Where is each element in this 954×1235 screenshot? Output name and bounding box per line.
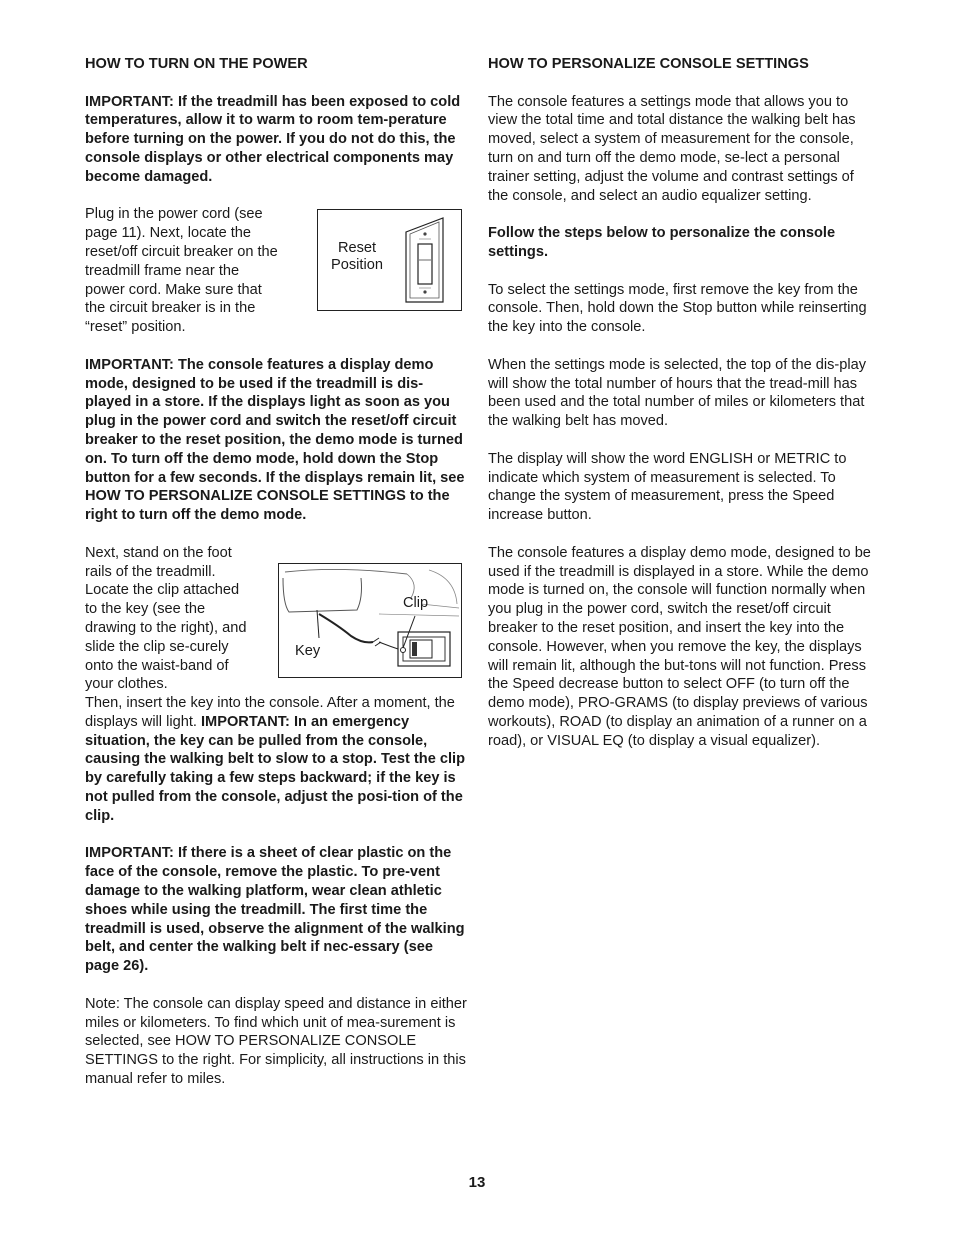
important-plastic-paragraph: IMPORTANT: If there is a sheet of clear plastic on the face of the console, remove the plastic. To pre-vent damage to the walking platform, wear clean athletic shoes while using the treadmill. The first time the treadmill is used, observe the alignment of the walking belt, and center the walking belt if nec-essary (see page 26).: [85, 845, 465, 975]
reset-label-line2: Position: [331, 257, 383, 273]
plug-in-paragraph: Plug in the power cord (see page 11). Next, locate the reset/off circuit breaker on the treadmill frame near the power cord. Make sure that the circuit breaker is in the “reset” position.: [85, 206, 278, 336]
section-heading-power: HOW TO TURN ON THE POWER: [85, 56, 308, 72]
insert-key-paragraph: [85, 694, 467, 826]
mode-selected-paragraph: When the settings mode is selected, the top of the dis-play will show the total number of hours that the tread-mill has been used and the total number of miles or kilometers that the walking belt has moved.: [488, 356, 867, 430]
note-units-paragraph: Note: The console can display speed and distance in either miles or kilometers. To find which unit of mea-surement is selected, see HOW TO PERSONALIZE CONSOLE SETTINGS to the right. For simplicity, all instructions in this manual refer to miles.: [85, 995, 467, 1088]
important-demo-paragraph: IMPORTANT: The console features a display demo mode, designed to be used if the treadmill is dis-played in a store. If the displays light as soon as you plug in the power cord and switch the reset/off circuit breaker to the reset position, the demo mode is turned on. To turn off the demo mode, hold down the Stop button for a few seconds. If the displays remain lit, see HOW TO PERSONALIZE CONSOLE SETTINGS to the right to turn off the demo mode.: [85, 356, 465, 524]
circuit-breaker-drawing: [318, 210, 461, 310]
select-mode-paragraph: To select the settings mode, first remove the key from the console. Then, hold down the Stop button while reinserting the key into the console.: [488, 281, 867, 336]
insert-key-text: Then, insert the key into the console. After a moment, the displays will light.: [85, 695, 455, 730]
console-key-drawing: [279, 564, 461, 677]
right-column: [488, 55, 873, 750]
important-cold-paragraph: IMPORTANT: If the treadmill has been exposed to cold temperatures, allow it to warm to room tem-perature before turning on the power. If you do not do this, the console displays or other electrical components may become damaged.: [85, 93, 461, 185]
key-label: Key: [295, 643, 321, 659]
page-number: 13: [468, 1174, 486, 1191]
stand-on-rails-paragraph: Next, stand on the foot rails of the treadmill. Locate the clip attached to the key (see the drawing to the right), and slide the clip se-curely onto the waist-band of your clothes.: [85, 544, 247, 693]
clip-label: Clip: [403, 595, 429, 611]
section-heading-settings: HOW TO PERSONALIZE CONSOLE SETTINGS: [488, 56, 809, 72]
clip-key-figure: [278, 563, 462, 678]
important-emergency-text: IMPORTANT: In an emergency situation, the key can be pulled from the console, causing the walking belt to slow to a stop. Test the clip by carefully taking a few steps backward; if the key is not pulled from the console, adjust the posi-tion of the clip.: [85, 713, 466, 824]
follow-steps-paragraph: Follow the steps below to personalize the console settings.: [488, 225, 836, 260]
reset-position-figure: [317, 209, 462, 311]
reset-label-line1: Reset: [337, 240, 377, 256]
demo-mode-paragraph: The console features a display demo mode, designed to be used if the treadmill is displayed in a store. While the demo mode is turned on, the console will function normally when you plug in the power cord, switch the reset/off circuit breaker to the reset position, and insert the key into the console. However, when you remove the key, the displays will remain lit, although the but-tons will not function. Press the Speed decrease button to select OFF (to turn off the demo mode), PRO-GRAMS (to display previews of various workouts), ROAD (to display an animation of a runner on a road), or VISUAL EQ (to display a visual equalizer).: [488, 544, 871, 749]
settings-intro-paragraph: The console features a settings mode that allows you to view the total time and total distance the walking belt has moved, select a system of measurement for the console, turn on and turn off the demo mode, se-lect a personal trainer setting, adjust the volume and contrast settings of the console, and select an audio equalizer setting.: [488, 93, 856, 204]
english-metric-paragraph: The display will show the word ENGLISH or METRIC to indicate which system of measurement is selected. To change the system of measurement, press the Speed increase button.: [488, 450, 847, 524]
